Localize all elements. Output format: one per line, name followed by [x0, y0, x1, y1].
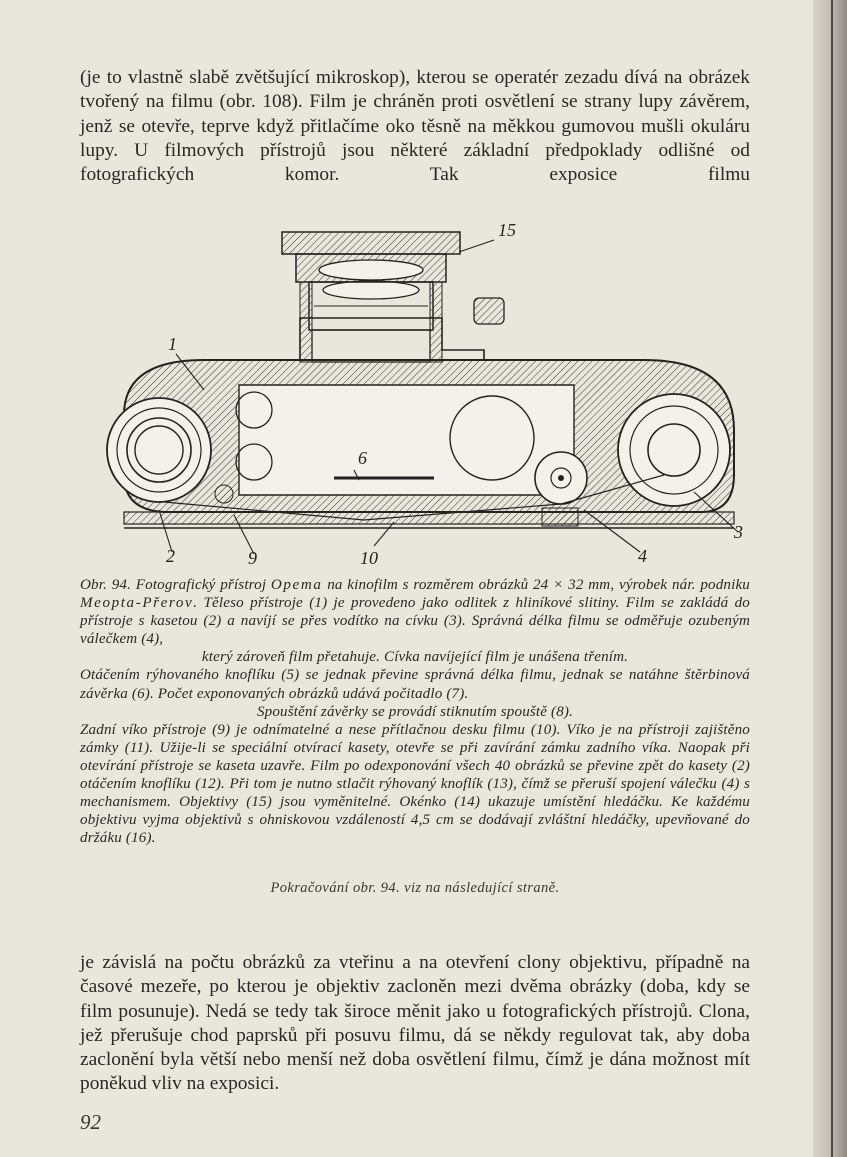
caption-p1-last: který zároveň film přetahuje. Cívka navíjející film je unášena třením. [201, 649, 629, 666]
lens-assembly [282, 232, 504, 362]
bottom-paragraph: je závislá na počtu obrázků za vteřinu a na otevření clony objektivu, případně na časové mezeře, po kterou je objektiv zacloněn mezi dvěma obrázky (doba, kdy se film posunuje). Nedá se tedy tak široce měnit jako u fotografických přístrojů. Clona, jež přerušuje chod paprsků při posuvu filmu, dá se někdy regulovat tak, aby doba zaclonění byla větší nebo menší než doba osvětlení filmu, čímž je dána možnost mít poněkud vliv na exposici. [80, 952, 750, 1095]
continued-note: Pokračování obr. 94. viz na následující straně. [270, 880, 560, 896]
top-plate [204, 318, 644, 360]
page-edge-line [831, 0, 833, 1157]
camera-cross-section-figure [64, 210, 764, 580]
caption-p2-last: Spouštění závěrky se provádí stiknutím spouště (8). [256, 703, 574, 720]
label-2: 2 [166, 546, 175, 566]
take-up-spool [618, 394, 730, 506]
caption-p1-start: Obr. 94. Fotografický přístroj [80, 577, 271, 593]
film-cassette [107, 398, 211, 502]
top-paragraph: (je to vlastně slabě zvětšující mikroskop), kterou se operatér zezadu dívá na obrázek tvořený na filmu (obr. 108). Film je chráněn proti osvětlení se strany lupy závěrem, jenž se otevře, teprve když přitlačíme oko těsně na měkkou gumovou mušli okuláru lupy. U filmových přístrojů jsou některé základní předpoklady odlišné od fotografických komor. Tak exposice filmu [80, 67, 750, 186]
page-number: 92 [80, 1110, 101, 1134]
caption-p1-end: . Těleso přístroje (1) je provedeno jako odlitek z hliníkové slitiny. Film se zakládá do přístroje s kasetou (2) a navíjí se přes vodítko na cívku (3). Správná délka filmu se odměřuje ozubeným válečkem (4), [80, 595, 750, 648]
caption-p1-mid: na kinofilm s rozměrem obrázků 24 × 32 mm, výrobek nár. podniku [322, 577, 750, 593]
figure-caption [80, 576, 750, 847]
label-6: 6 [358, 448, 367, 468]
label-9: 9 [248, 548, 257, 568]
label-3: 3 [734, 522, 743, 542]
caption-maker: Meopta-Přerov [80, 595, 194, 612]
label-10: 10 [360, 548, 378, 568]
camera-drawing [64, 210, 764, 580]
caption-brand: Opema [270, 577, 323, 593]
label-15: 15 [498, 220, 516, 240]
caption-p2: Otáčením rýhovaného knoflíku (5) se jednak převine správná délka filmu, jednak se natáhne štěrbinová závěrka (6). Počet exponovaných obrázků udává počitadlo (7). [80, 667, 750, 702]
caption-p3: Zadní víko přístroje (9) je odnímatelné a nese přítlačnou desku filmu (10). Víko je na přístroji zajištěno zámky (11). Užije-li se speciální otvírací kasety, otevře se při zavírání zámku zadního víka. Naopak při otevírání přístroje se kaseta uzavře. Film po odexponování všech 40 obrázků se převine zpět do kasety (2) otáčením knoflíku (12). Při tom je nutno stlačit rýhovaný knoflík (13), čímž se přeruší spojení válečku (4) s mechanismem. Objektivy (15) jsou vyměnitelné. Okénko (14) ukazuje umístění hledáčku. Ke každému objektivu vyjma objektivů s ohniskovou vzdáleností 4,5 cm se dodávají zvláštní hledáčky, upevňované do držáku (16). [80, 721, 750, 847]
label-1: 1 [168, 334, 177, 354]
label-4: 4 [638, 546, 647, 566]
page-edge [813, 0, 847, 1157]
